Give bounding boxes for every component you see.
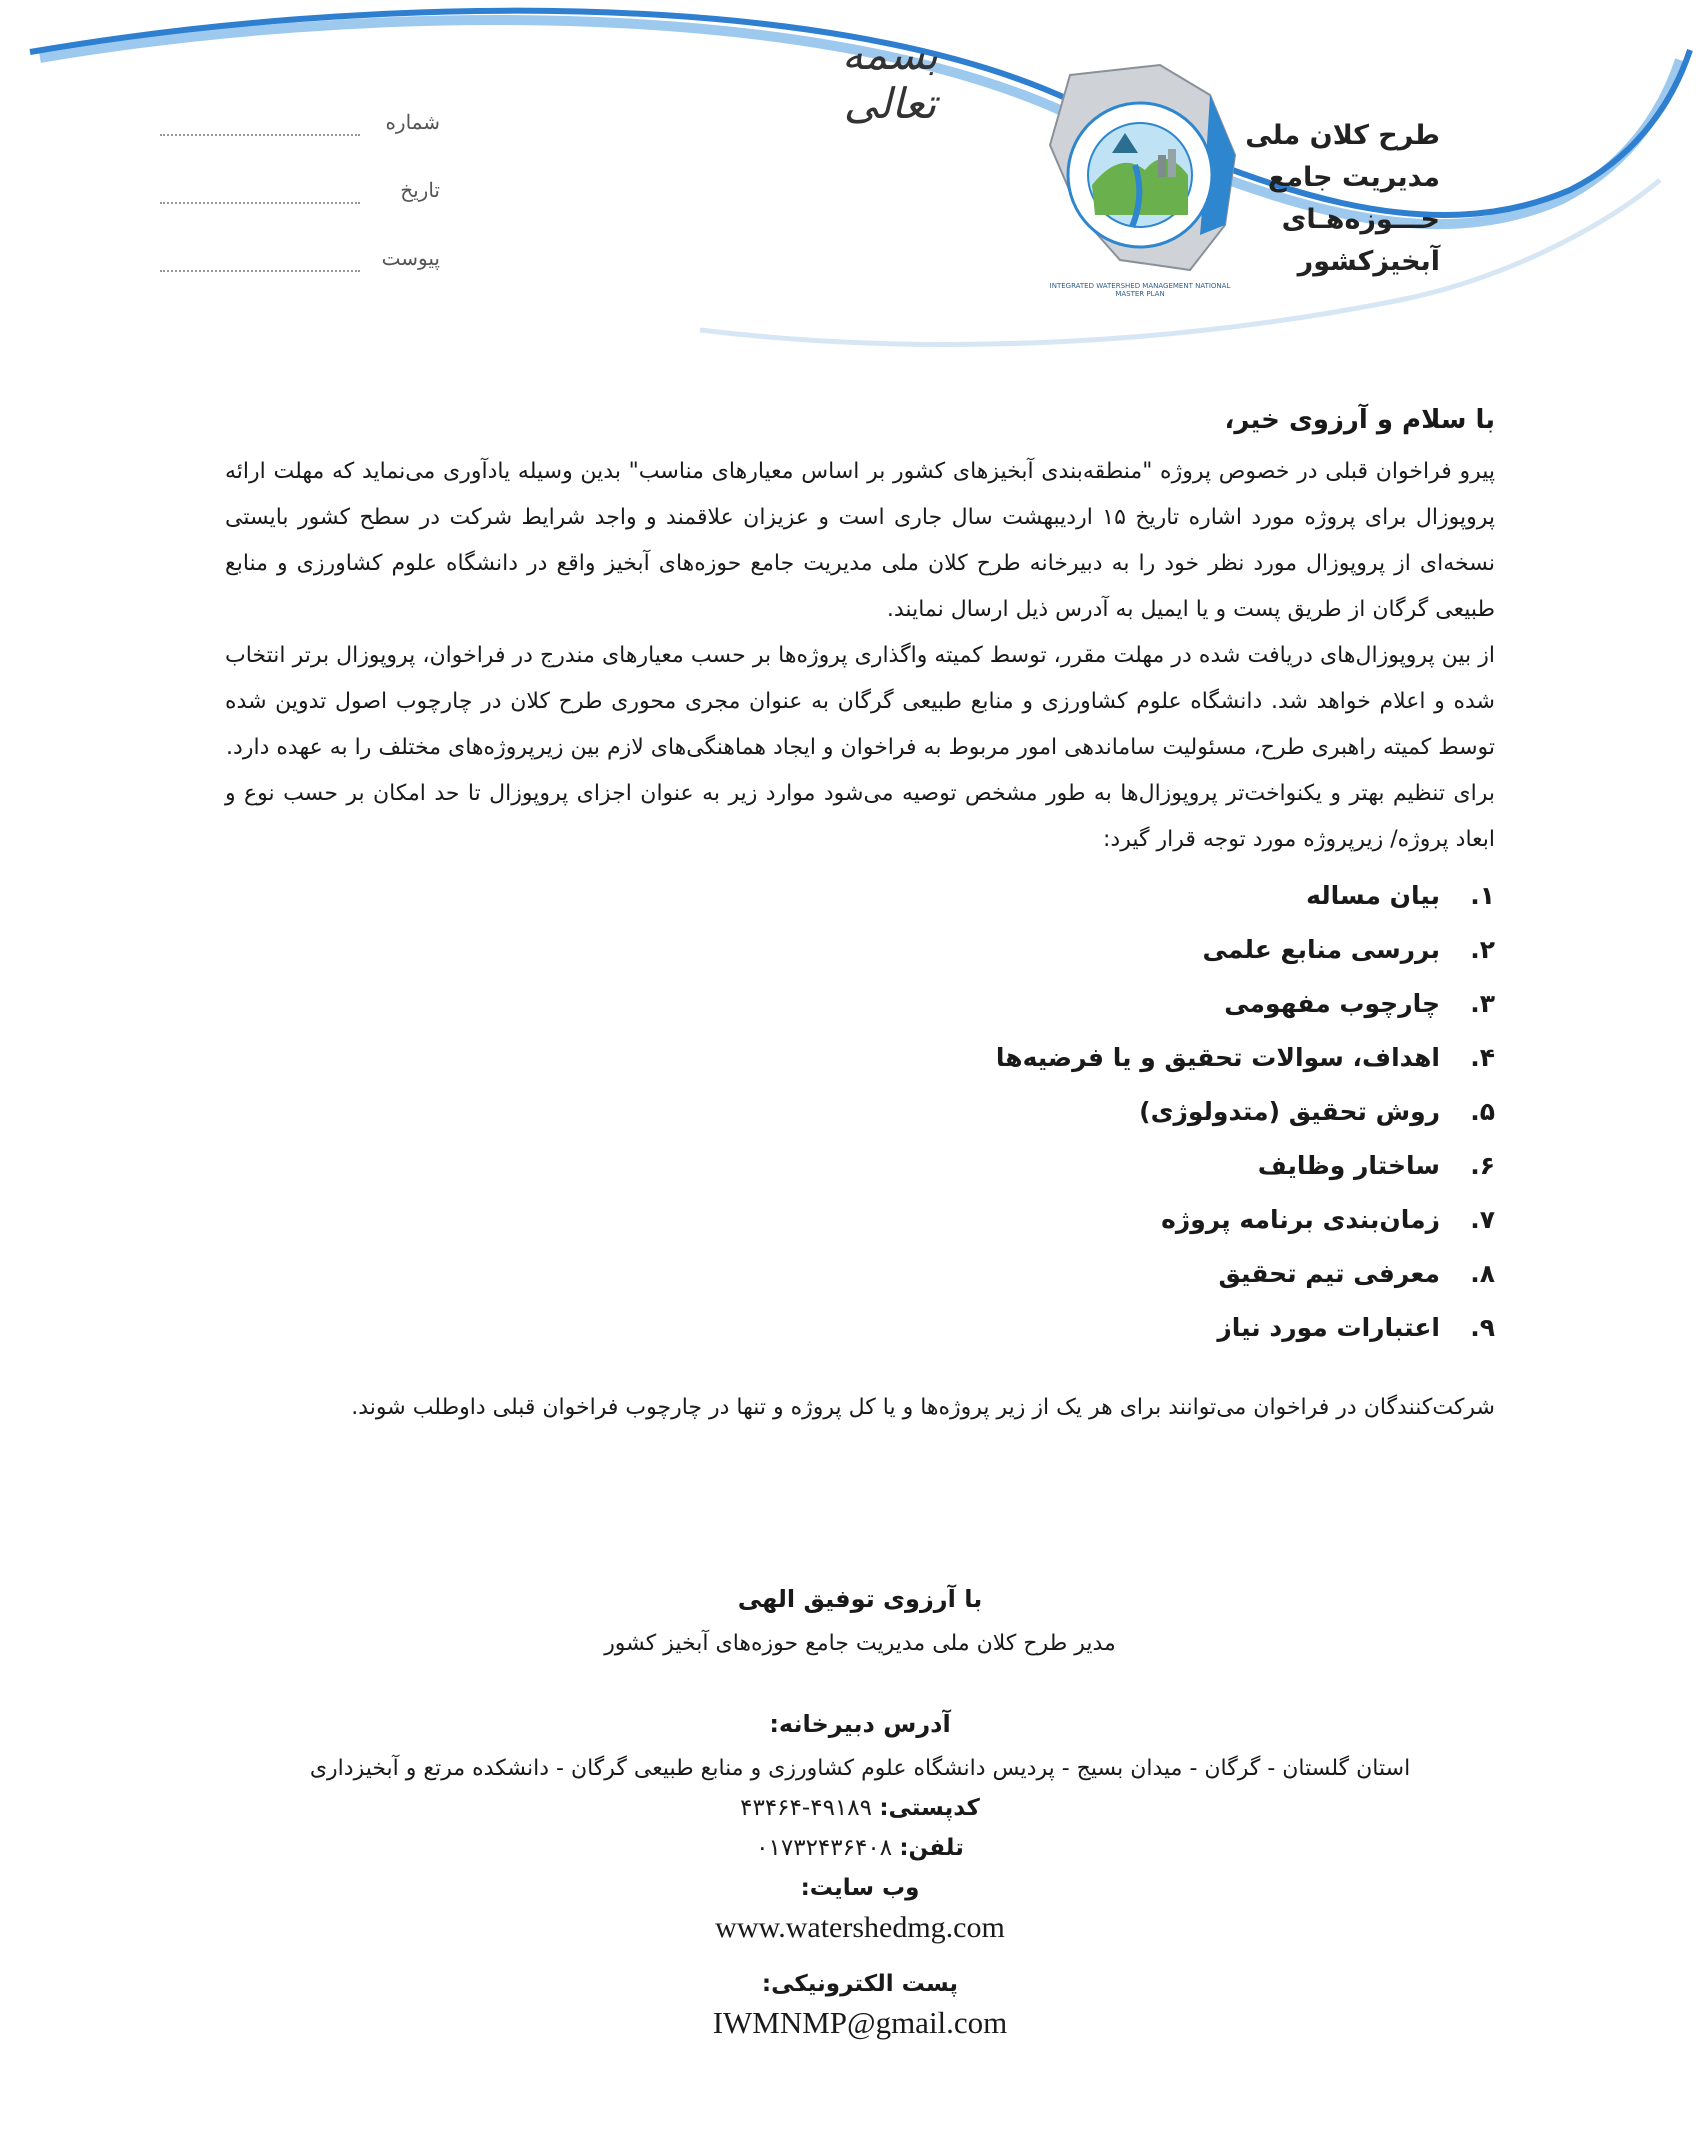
list-item-number: ۵. [1470,1097,1495,1126]
email-row [225,1971,1495,2041]
list-item-number: ۳. [1470,989,1495,1018]
website-row [225,1875,1495,1945]
letter-attachment-field [160,246,440,286]
list-item-text: چارچوب مفهومی [1224,989,1440,1018]
org-name-line-3: حـــوزه‌هـای [1281,204,1440,235]
org-name-line-2: مدیریت جامع [1267,162,1440,193]
phone-label: تلفن: [899,1835,964,1861]
letter-number-field [160,110,440,150]
list-item-text: معرفی تیم تحقیق [1218,1259,1440,1288]
list-item [225,923,1495,977]
organization-logo [1040,55,1240,275]
list-item [225,977,1495,1031]
attachment-label: پیوست [381,246,440,270]
basmala-heading: بسمه تعالی [842,30,938,128]
closing-wish: با آرزوی توفیق الهی [737,1585,983,1613]
list-item-number: ۱. [1470,881,1495,910]
list-item [225,1193,1495,1247]
list-item [225,1247,1495,1301]
list-item [225,1301,1495,1355]
org-name-line-4: آبخیزکشور [1297,246,1440,277]
postal-code-row [225,1795,1495,1821]
list-item [225,1139,1495,1193]
paragraph-2: از بین پروپوزال‌های دریافت شده در مهلت مقرر، توسط کمیته واگذاری پروژه‌ها بر حسب معیارهای مندرج در فراخوان، پروپوزال برتر انتخاب شده و اعلام خواهد شد. دانشگاه علوم کشاورزی و منابع طبیعی گرگان به عنوان مجری محوری طرح کلان در چارچوب اصول تدوین شده توسط کمیته راهبری طرح، مسئولیت ساماندهی امور مربوط به فراخوان و ایجاد هماهنگی‌های لازم بین زیرپروژه‌های مختلف را به عهده دارد. [225,643,1495,760]
list-item-number: ۶. [1470,1151,1495,1180]
list-item-text: زمان‌بندی برنامه پروژه [1161,1205,1440,1234]
address-text: استان گلستان - گرگان - میدان بسیج - پردیس دانشگاه علوم کشاورزی و منابع طبیعی گرگان - دانشکده مرتع و آبخیزداری [309,1756,1411,1781]
postal-code-value: ۴۹۱۸۹-۴۳۴۶۴ [740,1795,872,1821]
list-item [225,1031,1495,1085]
letter-body [225,405,1495,1431]
number-label: شماره [385,110,440,134]
website-link[interactable]: www.watershedmg.com [715,1911,1005,1944]
proposal-components-list [225,869,1495,1355]
org-name-line-1: طرح کلان ملی [1245,120,1440,151]
phone-row [225,1835,1495,1861]
list-item [225,1085,1495,1139]
email-label: پست الکترونیکی: [761,1971,959,1997]
paragraph-3: برای تنظیم بهتر و یکنواخت‌تر پروپوزال‌ها به طور مشخص توصیه می‌شود موارد زیر به عنوان اجزای پروپوزال تا حد امکان بر حسب نوع و ابعاد پروژه/ زیرپروژه مورد توجه قرار گیرد: [225,781,1495,852]
logo-caption: INTEGRATED WATERSHED MANAGEMENT NATIONAL MASTER PLAN [1049,282,1231,298]
address-title: آدرس دبیرخانه: [769,1710,951,1738]
list-item-number: ۷. [1470,1205,1495,1234]
organization-name [1245,115,1440,283]
list-item-text: بررسی منابع علمی [1202,935,1440,964]
date-label: تاریخ [400,178,440,202]
email-link[interactable]: IWMNMP@gmail.com [712,2005,1008,2040]
postal-code-label: کدپستی: [879,1795,980,1821]
date-dotted-line [160,202,360,204]
paragraph-4: شرکت‌کنندگان در فراخوان می‌توانند برای هر یک از زیر پروژه‌ها و یا کل پروژه و تنها در چارچوب فراخوان قبلی داوطلب شوند. [351,1395,1495,1420]
website-label: وب سایت: [800,1875,920,1901]
letter-date-field [160,178,440,218]
list-item-text: اهداف، سوالات تحقیق و یا فرضیه‌ها [995,1043,1440,1072]
list-item-number: ۲. [1470,935,1495,964]
greeting: با سلام و آرزوی خیر، [1224,405,1495,435]
list-item [225,869,1495,923]
signature-title: مدیر طرح کلان ملی مدیریت جامع حوزه‌های آبخیز کشور [604,1631,1116,1656]
address-block [225,1690,1495,2041]
number-dotted-line [160,134,360,136]
list-item-text: روش تحقیق (متدولوژی) [1139,1097,1440,1126]
list-item-text: اعتبارات مورد نیاز [1217,1313,1440,1342]
list-item-text: بیان مساله [1306,881,1440,910]
paragraph-1: پیرو فراخوان قبلی در خصوص پروژه "منطقه‌بندی آبخیزهای کشور بر اساس معیارهای مناسب" بدین وسیله یادآوری می‌نماید که مهلت ارائه پروپوزال برای پروژه مورد اشاره تاریخ ۱۵ اردیبهشت سال جاری است و عزیزان علاقمند و واجد شرایط شرکت در سطح کشور بایستی نسخه‌ای از پروپوزال مورد نظر خود را به دبیرخانه طرح کلان ملی مدیریت جامع حوزه‌های آبخیز واقع در دانشگاه علوم کشاورزی و منابع طبیعی گرگان از طریق پست و یا ایمیل به آدرس ذیل ارسال نمایند. [225,459,1495,622]
phone-value: ۰۱۷۳۲۴۳۶۴۰۸ [756,1835,893,1861]
list-item-number: ۸. [1470,1259,1495,1288]
list-item-text: ساختار وظایف [1257,1151,1440,1180]
closing-block [225,1585,1495,1656]
list-item-number: ۴. [1470,1043,1495,1072]
attachment-dotted-line [160,270,360,272]
list-item-number: ۹. [1470,1313,1495,1342]
